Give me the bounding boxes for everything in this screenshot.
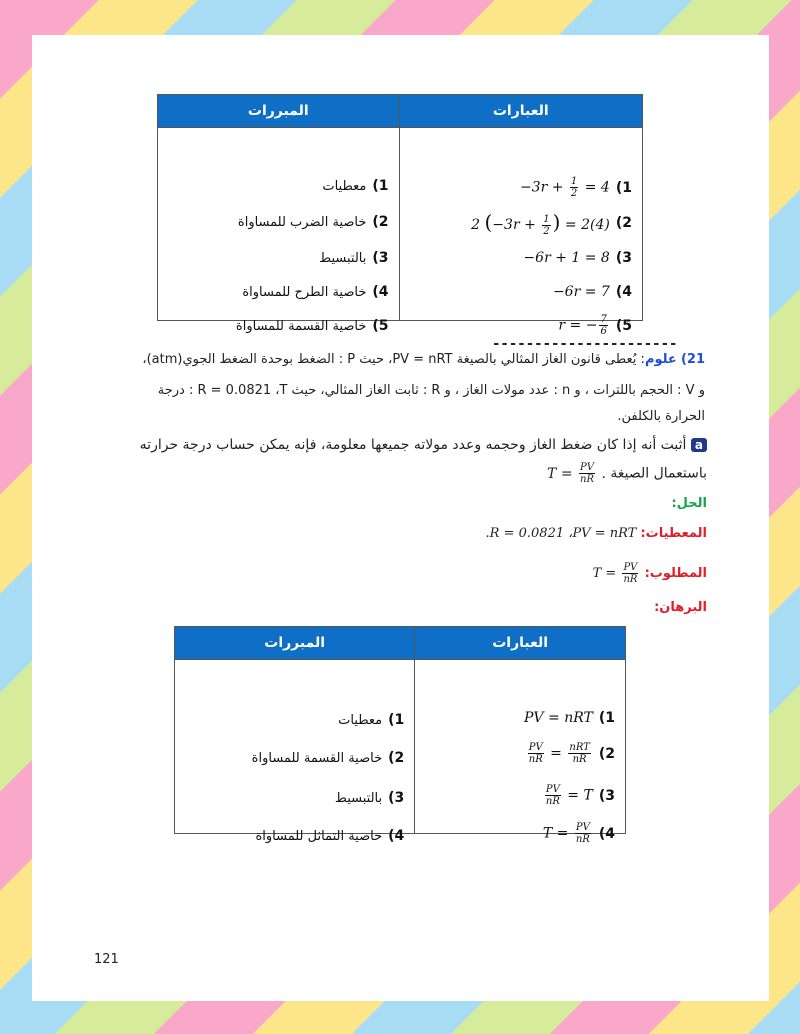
- statement-row: [400, 314, 642, 337]
- reason-text: خاصية القسمة للمساواة: [251, 750, 383, 766]
- reason-text: بالتبسيط: [334, 790, 383, 806]
- formula-T: T = $\frac{PV}{nR}$ .: [547, 462, 606, 485]
- given-value: .R = 0.0821 ،PV = nRT: [485, 526, 637, 541]
- equation: $\frac{PV}{nR}$ = T: [545, 784, 593, 807]
- row-number: 5): [372, 318, 389, 334]
- row-number: 1): [388, 712, 405, 728]
- statement-row: [400, 284, 642, 300]
- part-a-line-2: [67, 462, 707, 485]
- row-number: 3): [615, 250, 632, 266]
- equation: −3r + $\frac{1}{2}$ = 4: [519, 176, 610, 199]
- row-number: 2): [388, 750, 405, 766]
- problem-line-3: الحرارة بالكلفن.: [617, 409, 705, 424]
- row-number: 3): [598, 787, 615, 804]
- reason-row: [175, 790, 414, 806]
- reason-row: [158, 318, 399, 334]
- reasons-column: [158, 128, 400, 334]
- reason-text: خاصية الضرب للمساواة: [237, 214, 367, 230]
- problem-line-2: و V : الحجم باللترات ، و n : عدد مولات الغاز ، و R : ثابت الغاز المثالي، حيث R = 0.0821 ،T : درجة: [157, 383, 705, 398]
- equation: r = − $\frac{7}{6}$: [558, 314, 607, 337]
- reason-row: [158, 284, 399, 300]
- row-number: 5): [615, 317, 632, 334]
- reason-text: خاصية القسمة للمساواة: [235, 318, 367, 334]
- part-a-line-1: [67, 437, 707, 453]
- reason-row: [175, 712, 414, 728]
- required-value: T = $\frac{PV}{nR}$: [592, 562, 638, 585]
- proof-table-1: [157, 94, 643, 337]
- statement-row: [400, 210, 642, 237]
- required-line: [107, 562, 707, 585]
- row-number: 1): [615, 179, 632, 196]
- reasons-header: المبررات: [158, 95, 400, 128]
- statement-row: [400, 250, 642, 266]
- row-number: 4): [598, 825, 615, 842]
- problem-number: 21): [680, 352, 705, 367]
- reason-row: [158, 250, 399, 266]
- reason-row: [175, 828, 414, 844]
- given-line: [107, 526, 707, 541]
- equation: $\frac{PV}{nR}$ = $\frac{\text{nRT}}{nR}$: [528, 742, 590, 765]
- statements-header: العبارات: [399, 95, 642, 128]
- row-number: 3): [388, 790, 405, 806]
- equation: −6r + 1 = 8: [523, 250, 610, 266]
- solution-heading: الحل:: [671, 496, 707, 511]
- part-label: a: [691, 438, 707, 452]
- statement-row: [415, 710, 625, 726]
- problem-text: يُعطى قانون الغاز المثالي بالصيغة PV = nRT، حيث P : الضغط بوحدة الضغط الجوي(atm)،: [142, 352, 637, 367]
- row-number: 2): [598, 745, 615, 762]
- reason-text: معطيات: [338, 712, 383, 728]
- reason-text: خاصية التماثل للمساواة: [255, 828, 383, 844]
- equation: T = $\frac{PV}{nR}$: [542, 822, 590, 845]
- problem-subject: علوم: [644, 352, 677, 367]
- statements-header: العبارات: [415, 627, 626, 660]
- proof-table-2: [174, 626, 626, 845]
- statement-row: [415, 742, 625, 765]
- statements-column: [399, 128, 642, 337]
- equation: −6r = 7: [552, 284, 610, 300]
- statement-row: [415, 822, 625, 845]
- reason-row: [158, 214, 399, 230]
- reason-row: [158, 178, 399, 194]
- row-number: 1): [598, 710, 615, 726]
- equation: 2 (−3r + $\frac{1}{2}$ ) = 2(4): [471, 210, 610, 237]
- reason-row: [175, 750, 414, 766]
- equation: PV = nRT: [524, 710, 593, 726]
- page-number: 121: [94, 952, 119, 967]
- statement-row: [415, 784, 625, 807]
- proof-label: البرهان:: [654, 600, 707, 615]
- required-label: المطلوب:: [644, 566, 707, 581]
- row-number: 3): [372, 250, 389, 266]
- formula-intro: باستعمال الصيغة: [610, 465, 707, 482]
- statement-row: [400, 176, 642, 199]
- row-number: 4): [372, 284, 389, 300]
- row-number: 1): [372, 178, 389, 194]
- row-number: 4): [388, 828, 405, 844]
- given-label: المعطيات:: [640, 526, 707, 541]
- separator-line: ----------------------: [492, 336, 678, 352]
- statements-column: [415, 660, 626, 845]
- reason-text: بالتبسيط: [319, 250, 367, 266]
- problem-line-1: 21) علوم: يُعطى قانون الغاز المثالي بالصيغة PV = nRT، حيث P : الضغط بوحدة الضغط الجوي(atm)،: [142, 352, 705, 367]
- row-number: 2): [372, 214, 389, 230]
- row-number: 4): [615, 284, 632, 300]
- reason-text: معطيات: [322, 178, 367, 194]
- reasons-column: [175, 660, 415, 844]
- row-number: 2): [615, 215, 632, 232]
- part-text: أثبت أنه إذا كان ضغط الغاز وحجمه وعدد مولاته جميعها معلومة، فإنه يمكن حساب درجة حرارته: [139, 437, 687, 453]
- reasons-header: المبررات: [175, 627, 415, 660]
- reason-text: خاصية الطرح للمساواة: [242, 284, 367, 300]
